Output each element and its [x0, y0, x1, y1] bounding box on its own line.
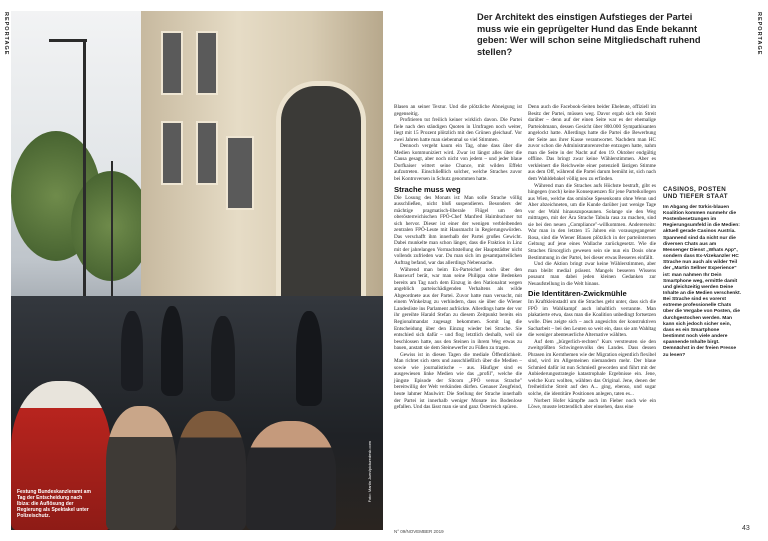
section-heading: Die Identitären-Zwickmühle	[528, 289, 627, 299]
right-section-label: REPORTAGE	[756, 12, 762, 56]
photo-protester	[176, 411, 246, 530]
article-column-2	[528, 104, 656, 411]
paragraph: Im Kraftkleinstadtl um die Straches geht unter, dass sich die FPÖ im Wahlkampf auch inhaltlich verrannte. Man plakatierte etwa, dass man die Koalition unbedingt fortsetzen wolle. Dies zeigte sich – auch angesichts der konstruktiven Sacharbeit – bei den Leuten so weit ein, dass sie am Wahltag die weniger abenteuerliche Alternative wählten.	[528, 299, 656, 339]
section-heading: Strache muss weg	[394, 184, 461, 194]
photo-caption: Festung Bundeskanzleramt am Tag der Entscheidung nach Ibiza: die Auflösung der Regierung als Spektakel unter Polizeischutz.	[17, 489, 91, 519]
photo-protest-scene	[11, 11, 383, 530]
paragraph: Auf dem „bürgerlich-rechten" Kurs verstreuten sie den zweitgrößten Schwingenvolks des Landes. Dass dessen Phrasen im Kernthemen wie der Migration eigentlich flexibel sind, wird im Allgemeinen niemandem mehr. Der blaue Schmied dafür ist nun Schmiedl geworden und führt mit der Anbiederungsstrategie katastrophale Ergebnisse ein. Jene, welche Kurz wollten, wählten das Original. Jene, denen der freiheitliche Streit auf den A... ging, ebenso, und sogar solche, die identitäre Positionen anlegen, taten es...	[528, 338, 656, 397]
sidebar-box	[663, 186, 741, 359]
paragraph: Gewiss ist in diesen Tagen die mediale Öffentlichkeit. Man richtet sich stets und ausschließlich über die Medien – sowie wie journalistische – aus. Häufiger sind es ausgewiesen linke Medien wie das „profil", welche die jüngste Episode der Sitcom „FPÖ versus Strache" bereitwillig der Welt verkünden dürfen. Genauer Zeugfeind, heute lahmer Maulwirt: Die Stellung der Strache innerhalb der Partei ist innerhalb weniger Monate ins Bodenlose gefallen. Und das lässt man sie und ganz Österreich spüren.	[394, 351, 522, 411]
article-pull-quote: Der Architekt des einstigen Aufstieges der Partei muss wie ein geprügelter Hund das Ende bekannt geben: Wer will schon seine Mitgliedschaft ruhend stellen?	[477, 12, 701, 57]
photo-credit: Foto: Martin Juen/picturedesk.com	[367, 441, 372, 503]
photo-protester	[246, 421, 336, 530]
photo-window	[196, 121, 218, 185]
paragraph: Während man die Straches aufs Höchste bestraft, gibt es hingegen (noch) keine Konsequenzen für jene Parteikollegen aus Wien, welche das ominöse Spesenkonto ohne Wenn und Aber abzeichneten, um die Kunde darüber just wenige Tage vor der Wahl hinauszuposaunen. Solange sie den Weg mittragen, mit der Ära Strache Tabula rasa zu machen, sind sie bei den neuen „Compliance"-willkommen. Andererseits: War man in den letzten 15 Jahren ein vorausgegangener Rosa, sind die Wiener Blauen plötzlich in der parteiinternen Geltung auf jene eines Wallache zurückgesetzt. Wie die Straches fürsorglich gewesen sein sie nun ein Dosis ohne Bestimmung in der Partei, bei dieser etwas Besseres einfällt.	[528, 182, 656, 261]
page-number: 43	[742, 525, 750, 532]
photo-street-lamp	[49, 39, 87, 42]
sidebar-title: CASINOS, POSTEN UND TIEFER STAAT	[663, 186, 728, 201]
article-column-1	[394, 104, 522, 411]
paragraph: Blasen an seiner Textur. Und die plötzliche Abneigung ist gegenseitig.	[394, 104, 522, 117]
paragraph: Und die Aktion bringt zwar keine Wählerstimmen, aber man bleibt medial präsent. Mangels besseren Wissens posaunt man dabei jeden kleinen Gedanken zur Neuaufstellung in die Welt hinaus.	[528, 261, 656, 287]
sidebar-body: Im Abgang der türkis-blauen Koalition kommen nunmehr die Postenbesetzungen im Regierungsumfeld in die Medien: aktuell gerade Casinos Austria. Spannend sind da nicht nur die diversen Chats aus am Messenger Dienst „Whats App", sondern dass Ex-Vizekanzler HC Strache nun auch als wilder Teil der „Martin Sellner Experience" ist: man nahmen Ihr Dein Smartphone weg, ermittle damit und gleichzeitig werden Deine Inhalte an die Medien verschenkt. Bei Strache sind es vorerst extreme professionelle Chats über die Vergabe von Posten, die durchgestochen werden. Man kann sich jedoch sicher sein, dass es ein Smartphone bestimmt noch viele andere spannende Inhalte birgt. Demnächst in der freien Presse zu lesen?	[663, 204, 742, 358]
issue-footer: N° 09/NOVEMBER 2019	[394, 529, 444, 534]
paragraph: Norbert Hofer kämpfte auch im Fieber noch wie ein Löwe, musste letztendlich aber einsehen, dass eine	[528, 397, 656, 411]
left-section-label: REPORTAGE	[3, 12, 9, 56]
photo-protester	[106, 406, 176, 530]
paragraph: Die Losung des Monats ist: Man solle Strache völlig ausschließen, nicht bloß suspendieren. Besonders der mächtige pragmatisch-liberale Flügel um den oberösterreichischen FPÖ-Chef Manfred Haimbuchner tut sich hervor. Dieser ist einer der wenigen verbleibenden zentralen FPÖ-Leute mit Hausmacht in Regierungswürden. Das verschafft ihm innerhalb der Partei großes Gewicht. Dabei munkelte man schon länger, dass die Fraktion in Linz mit der jahrelangen Vormachtstellung der Hauptstädter nicht vollends zufrieden war. Du man sich im gesamtparteilichen Auftrag befand, war das allerdings Nebensache.	[394, 194, 522, 267]
photo-police-officer	[211, 316, 235, 401]
photo-police-officer	[296, 311, 322, 406]
paragraph: Dennoch vergeht kaum ein Tag, ohne dass über die Medien kommuniziert wird. Zwar ist längst alles über die Causa gesagt, aber noch nicht von jedem – und jeder blaue Dorfkaiser wittert seine Chance, mit wilden Effekt aufzutreten. Einschließlich solcher, welche Straches zuvor bei Kontroversen in Schutz genommen hatte.	[394, 143, 522, 183]
photo-window	[226, 136, 254, 210]
photo-window	[161, 31, 183, 95]
photo-window	[161, 121, 183, 185]
paragraph: Während man beim Ex-Parteichef noch über den Rauswurf berät, war man seine Philippa ohne Bedenken bereits am Tag nach dem Einzug in den Nationalrat wegen angeblich parteischädigenden Verhaltens als wilde Abgeordnete aus der Partei. Zuvor hatte man versucht, mit einem Winkelzug zu verhindern, dass sie über die Wiener Landesliste ins Parlament aufrückte. Allerdings hatte der vor ihr gereihte Harald Stefan zu diesem Zeitpunkt bereits ein Regionalmandat zugesagt bekommen. Somit lag die Entscheidung über den Einzug wieder bei Strache. Sie entschied sich dafür – und flog letztlich deshalb, weil sie beschlossen hatte, aus den Steinen in ihrem Weg etwas zu bauen, anstatt sie dem Steinewerfer zu Füßen zu tragen.	[394, 266, 522, 352]
paragraph: Denn auch die Facebook-Seiten beider Eheleute, offiziell im Besitz der Partei, müssen weg. Davor ergab sich ein Streit darüber – denn auf der einen Seite war es der ehemalige Parteiobmann, dessen Gesicht über 800.000 Sympathisanten angelockt hatte. Allerdings hatte die Partei die Bewerbung der Seite aus ihrer Kasse verantwortet. Nachdem man HC zuvor schon die Administratorenrechte entzogen hatte, nahm man die Seite in der Nacht auf den 19. Oktober endgültig offline. Das bringt zwar keine Wählerstimmen. Aber es verkleinert die Reichweite einer potenziell lästigen Stimme aus dem Off, während die Partei darum bemüht ist, sich nach dem Wahldebakel völlig neu zu erfinden.	[528, 104, 656, 183]
paragraph: Profitieren tut freilich keiner wirklich davon. Die Partei fiele nach den ständigen Quoten in Umfragen noch weiter, liegt mit 15 Prozent plötzlich mit den Grünen gleichauf. Vor zwei Jahren hatte man siebenmal so viel Stimmen.	[394, 117, 522, 143]
photo-police-officer	[161, 306, 183, 396]
photo-window	[196, 31, 218, 95]
photo-street-lamp	[111, 161, 113, 301]
photo-police-officer	[121, 311, 143, 391]
